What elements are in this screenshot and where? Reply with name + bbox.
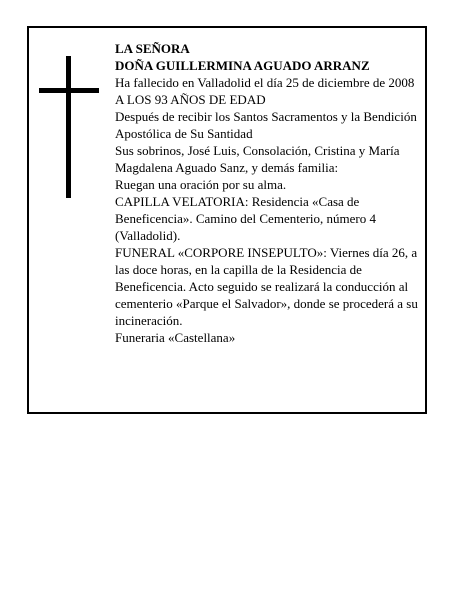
chapel-line: CAPILLA VELATORIA: Residencia «Casa de Beneficencia». Camino del Cementerio, número 4 (Valladolid). xyxy=(115,194,376,243)
family-line: Sus sobrinos, José Luis, Consolación, Cristina y María Magdalena Aguado Sanz, y demás familia: xyxy=(115,143,400,175)
prayer-line: Ruegan una oración por su alma. xyxy=(115,177,287,192)
death-line: Ha fallecido en Valladolid el día 25 de diciembre de 2008 xyxy=(115,75,415,90)
cross-icon xyxy=(39,56,99,198)
obituary-notice xyxy=(27,26,427,414)
sacraments-line: Después de recibir los Santos Sacramentos y la Bendición Apostólica de Su Santidad xyxy=(115,109,417,141)
funeral-line: FUNERAL «CORPORE INSEPULTO»: Viernes día 26, a las doce horas, en la capilla de la Residencia de Beneficencia. Acto seguido se realizará la conducción al cementerio «Parque el Salvador», donde se procederá a su incineración. xyxy=(115,245,418,328)
obituary-text xyxy=(115,40,427,346)
deceased-name: DOÑA GUILLERMINA AGUADO ARRANZ xyxy=(115,58,370,73)
notice-heading: LA SEÑORA xyxy=(115,41,190,56)
cross-vertical-bar xyxy=(66,56,71,198)
cross-horizontal-bar xyxy=(39,88,99,93)
funeral-home-line: Funeraria «Castellana» xyxy=(115,330,236,345)
age-line: A LOS 93 AÑOS DE EDAD xyxy=(115,92,266,107)
